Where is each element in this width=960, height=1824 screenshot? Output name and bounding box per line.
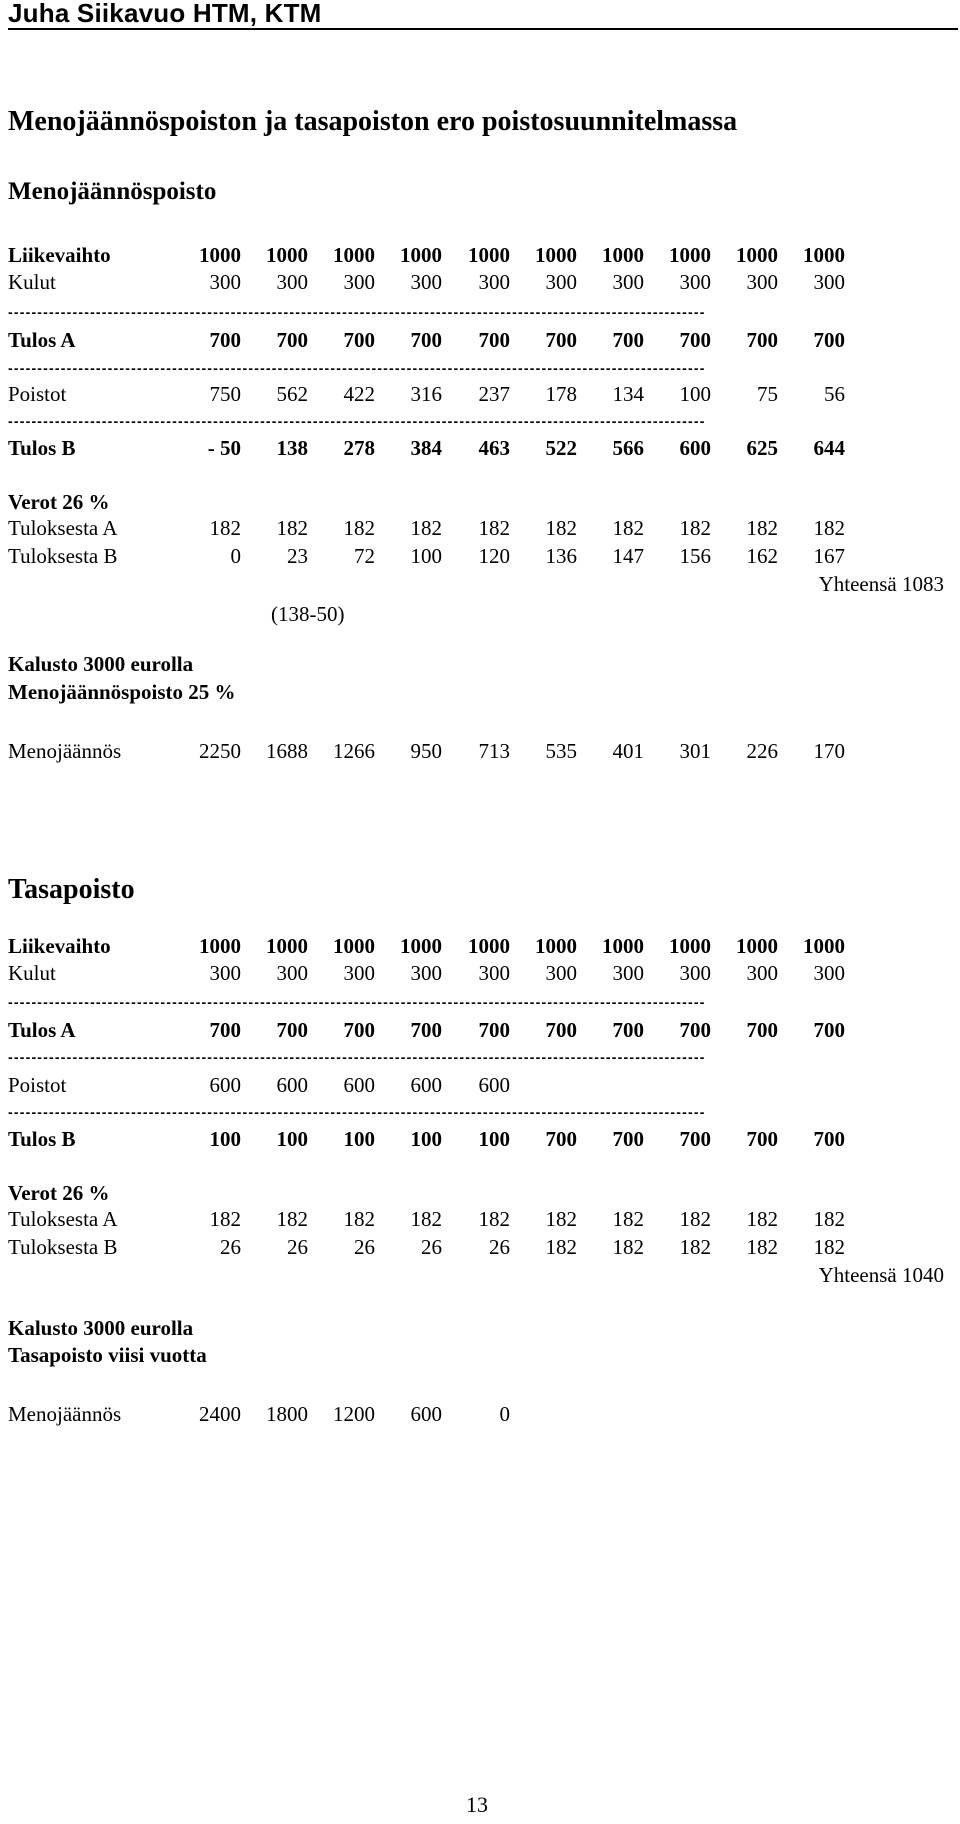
table-cell: 300 xyxy=(209,961,241,985)
table-cell: 26 xyxy=(489,1235,510,1259)
table-cell: 600 xyxy=(343,1073,375,1097)
table-cell: 1000 xyxy=(803,934,845,958)
table-cell: 0 xyxy=(499,1402,510,1426)
table-cell: 300 xyxy=(746,270,778,294)
table-row-tuloksesta-a xyxy=(8,1207,868,1233)
table-cell: 1000 xyxy=(468,243,510,267)
table-cell: 182 xyxy=(545,1207,577,1231)
dashed-divider: ----------------------------------------------------------------------------------------------------------------------- xyxy=(8,305,706,319)
table-cell: 100 xyxy=(209,1127,241,1151)
table-row-tulos-a xyxy=(8,1018,868,1044)
table-cell: 522 xyxy=(545,436,577,460)
table-cell: 713 xyxy=(478,739,510,763)
table-cell: 182 xyxy=(746,1207,778,1231)
row-label: Tuloksesta A xyxy=(8,516,118,540)
table-cell: 700 xyxy=(209,328,241,352)
table-cell: 300 xyxy=(478,270,510,294)
dashed-divider: ----------------------------------------------------------------------------------------------------------------------- xyxy=(8,1050,706,1064)
table-cell: 1000 xyxy=(266,934,308,958)
table-cell: 75 xyxy=(757,382,778,406)
row-label: Menojäännös xyxy=(8,739,122,763)
row-label: Tulos B xyxy=(8,1127,76,1151)
table-cell: 1000 xyxy=(468,934,510,958)
table-cell: 700 xyxy=(746,1127,778,1151)
verot-heading: Verot 26 % xyxy=(8,490,110,514)
table-cell: 535 xyxy=(545,739,577,763)
table-row-menojaannos xyxy=(8,739,868,765)
table-cell: 182 xyxy=(679,1235,711,1259)
table-cell: 23 xyxy=(287,544,308,568)
table-cell: 2400 xyxy=(199,1402,241,1426)
table-cell: 182 xyxy=(813,1235,845,1259)
table-cell: 100 xyxy=(410,1127,442,1151)
table-cell: 300 xyxy=(545,961,577,985)
table-cell: 700 xyxy=(478,1018,510,1042)
table-cell: 26 xyxy=(421,1235,442,1259)
table-row-menojaannos xyxy=(8,1402,868,1428)
row-label: Tulos A xyxy=(8,328,76,352)
table-cell: 100 xyxy=(343,1127,375,1151)
table-cell: 401 xyxy=(612,739,644,763)
table-cell: 182 xyxy=(612,1207,644,1231)
row-label: Poistot xyxy=(8,1073,67,1097)
table-cell: 167 xyxy=(813,544,845,568)
table-row-tuloksesta-b xyxy=(8,544,868,570)
total-taxes: Yhteensä 1083 xyxy=(818,572,944,596)
table-cell: 1000 xyxy=(199,934,241,958)
table-cell: 182 xyxy=(746,516,778,540)
table-cell: 700 xyxy=(545,1018,577,1042)
table-cell: 134 xyxy=(612,382,644,406)
table-cell: 182 xyxy=(612,516,644,540)
table-cell: 170 xyxy=(813,739,845,763)
table-cell: 2250 xyxy=(199,739,241,763)
table-cell: 300 xyxy=(746,961,778,985)
table-cell: 182 xyxy=(679,1207,711,1231)
table-cell: 700 xyxy=(410,1018,442,1042)
row-label: Tuloksesta B xyxy=(8,1235,118,1259)
table-cell: 138 xyxy=(276,436,308,460)
table-cell: 700 xyxy=(545,1127,577,1151)
table-cell: 182 xyxy=(276,1207,308,1231)
table-cell: 644 xyxy=(813,436,845,460)
table-cell: 178 xyxy=(545,382,577,406)
table-cell: 700 xyxy=(612,1018,644,1042)
dashed-divider: ----------------------------------------------------------------------------------------------------------------------- xyxy=(8,361,706,375)
row-label: Tulos A xyxy=(8,1018,76,1042)
table-cell: 1000 xyxy=(333,243,375,267)
row-label: Liikevaihto xyxy=(8,243,111,267)
table-cell: 700 xyxy=(679,328,711,352)
table-cell: 100 xyxy=(276,1127,308,1151)
table-cell: 182 xyxy=(545,1235,577,1259)
table-row-tuloksesta-b xyxy=(8,1235,868,1261)
table-cell: 300 xyxy=(679,270,711,294)
table-cell: 700 xyxy=(813,328,845,352)
table-cell: 182 xyxy=(410,516,442,540)
table-cell: 700 xyxy=(343,328,375,352)
row-label: Tuloksesta A xyxy=(8,1207,118,1231)
table-cell: 100 xyxy=(679,382,711,406)
table-cell: 700 xyxy=(746,1018,778,1042)
table-cell: 162 xyxy=(746,544,778,568)
table-cell: 1000 xyxy=(535,243,577,267)
table-cell: 26 xyxy=(220,1235,241,1259)
table-cell: 182 xyxy=(478,1207,510,1231)
total-taxes: Yhteensä 1040 xyxy=(818,1263,944,1287)
dashed-divider: ----------------------------------------------------------------------------------------------------------------------- xyxy=(8,414,706,428)
table-cell: 301 xyxy=(679,739,711,763)
table-cell: 1000 xyxy=(669,243,711,267)
table-cell: 700 xyxy=(746,328,778,352)
depreciation-method: Tasapoisto viisi vuotta xyxy=(8,1343,207,1367)
table-cell: 300 xyxy=(276,961,308,985)
table-cell: 1688 xyxy=(266,739,308,763)
table-cell: 300 xyxy=(813,961,845,985)
table-cell: 1000 xyxy=(602,934,644,958)
table-cell: 0 xyxy=(230,544,241,568)
table-cell: 600 xyxy=(410,1402,442,1426)
row-label: Kulut xyxy=(8,270,56,294)
table-cell: 147 xyxy=(612,544,644,568)
table-cell: 182 xyxy=(813,1207,845,1231)
table-row-tulos-b xyxy=(8,1127,868,1153)
table-cell: 700 xyxy=(813,1127,845,1151)
table-cell: 1266 xyxy=(333,739,375,763)
table-row-tulos-a xyxy=(8,328,868,354)
table-cell: 1000 xyxy=(199,243,241,267)
table-cell: 300 xyxy=(209,270,241,294)
table-cell: 26 xyxy=(354,1235,375,1259)
table-row-poistot xyxy=(8,1073,868,1099)
table-cell: 237 xyxy=(478,382,510,406)
table-cell: 1000 xyxy=(669,934,711,958)
table-cell: 300 xyxy=(343,961,375,985)
page-number: 13 xyxy=(466,1792,488,1817)
table-cell: 384 xyxy=(410,436,442,460)
table-cell: 422 xyxy=(343,382,375,406)
table-cell: 600 xyxy=(478,1073,510,1097)
table-cell: 700 xyxy=(612,328,644,352)
table-cell: 300 xyxy=(545,270,577,294)
table-cell: 136 xyxy=(545,544,577,568)
row-label: Liikevaihto xyxy=(8,934,111,958)
table-row-tuloksesta-a xyxy=(8,516,868,542)
table-cell: 750 xyxy=(209,382,241,406)
table-row-kulut xyxy=(8,270,868,296)
table-cell: 1000 xyxy=(266,243,308,267)
table-cell: 1000 xyxy=(602,243,644,267)
table-cell: 300 xyxy=(612,270,644,294)
table-cell: 1000 xyxy=(736,934,778,958)
table-cell: 182 xyxy=(209,516,241,540)
table-cell: 156 xyxy=(679,544,711,568)
table-cell: 300 xyxy=(276,270,308,294)
table-cell: 700 xyxy=(478,328,510,352)
table-cell: 278 xyxy=(343,436,375,460)
table-cell: 700 xyxy=(545,328,577,352)
section-title-tasapoisto: Tasapoisto xyxy=(8,874,135,905)
table-row-liikevaihto xyxy=(8,934,868,960)
table-cell: 600 xyxy=(410,1073,442,1097)
table-cell: 182 xyxy=(410,1207,442,1231)
table-cell: 1000 xyxy=(535,934,577,958)
table-cell: 316 xyxy=(410,382,442,406)
table-cell: 120 xyxy=(478,544,510,568)
table-cell: 72 xyxy=(354,544,375,568)
table-cell: 700 xyxy=(410,328,442,352)
header-rule xyxy=(8,28,958,30)
table-cell: 1000 xyxy=(803,243,845,267)
table-cell: 300 xyxy=(478,961,510,985)
table-cell: 700 xyxy=(612,1127,644,1151)
table-cell: 26 xyxy=(287,1235,308,1259)
table-cell: 100 xyxy=(478,1127,510,1151)
table-cell: 300 xyxy=(410,961,442,985)
kalusto-label: Kalusto 3000 eurolla xyxy=(8,1316,194,1340)
table-cell: 300 xyxy=(679,961,711,985)
kalusto-label: Kalusto 3000 eurolla xyxy=(8,652,194,676)
row-label: Menojäännös xyxy=(8,1402,122,1426)
dashed-divider: ----------------------------------------------------------------------------------------------------------------------- xyxy=(8,1105,706,1119)
table-cell: 1000 xyxy=(400,243,442,267)
table-cell: 56 xyxy=(824,382,845,406)
table-cell: 700 xyxy=(276,1018,308,1042)
verot-heading: Verot 26 % xyxy=(8,1181,110,1205)
table-cell: 566 xyxy=(612,436,644,460)
dashed-divider: ----------------------------------------------------------------------------------------------------------------------- xyxy=(8,995,706,1009)
table-cell: 182 xyxy=(813,516,845,540)
table-cell: 700 xyxy=(679,1018,711,1042)
table-cell: 226 xyxy=(746,739,778,763)
table-cell: 625 xyxy=(746,436,778,460)
table-cell: 700 xyxy=(276,328,308,352)
table-cell: 182 xyxy=(612,1235,644,1259)
table-cell: 562 xyxy=(276,382,308,406)
table-cell: 300 xyxy=(813,270,845,294)
table-cell: 100 xyxy=(410,544,442,568)
table-row-tulos-b xyxy=(8,436,868,462)
table-cell: 300 xyxy=(343,270,375,294)
table-cell: 182 xyxy=(545,516,577,540)
table-cell: 182 xyxy=(679,516,711,540)
row-label: Poistot xyxy=(8,382,67,406)
calculation-note: (138-50) xyxy=(271,602,345,626)
table-cell: 182 xyxy=(343,1207,375,1231)
table-cell: 182 xyxy=(746,1235,778,1259)
table-row-liikevaihto xyxy=(8,243,868,269)
depreciation-method: Menojäännöspoisto 25 % xyxy=(8,680,236,704)
table-cell: 300 xyxy=(612,961,644,985)
table-cell: 700 xyxy=(209,1018,241,1042)
row-label: Tuloksesta B xyxy=(8,544,118,568)
table-cell: 1000 xyxy=(736,243,778,267)
table-cell: 1000 xyxy=(400,934,442,958)
row-label: Kulut xyxy=(8,961,56,985)
table-cell: 1000 xyxy=(333,934,375,958)
table-row-kulut xyxy=(8,961,868,987)
table-row-poistot xyxy=(8,382,868,408)
table-cell: 463 xyxy=(478,436,510,460)
row-label: Tulos B xyxy=(8,436,76,460)
table-cell: 600 xyxy=(679,436,711,460)
table-cell: 700 xyxy=(343,1018,375,1042)
table-cell: 182 xyxy=(343,516,375,540)
table-cell: 182 xyxy=(276,516,308,540)
table-cell: 182 xyxy=(209,1207,241,1231)
table-cell: 182 xyxy=(478,516,510,540)
table-cell: 700 xyxy=(813,1018,845,1042)
table-cell: 950 xyxy=(410,739,442,763)
section-title-menojaannospoisto: Menojäännöspoisto xyxy=(8,178,217,205)
table-cell: 1200 xyxy=(333,1402,375,1426)
table-cell: 1800 xyxy=(266,1402,308,1426)
table-cell: 700 xyxy=(679,1127,711,1151)
document-title: Menojäännöspoiston ja tasapoiston ero poistosuunnitelmassa xyxy=(8,106,738,137)
table-cell: 600 xyxy=(209,1073,241,1097)
header-author: Juha Siikavuo HTM, KTM xyxy=(8,0,322,28)
table-cell: 300 xyxy=(410,270,442,294)
table-cell: 600 xyxy=(276,1073,308,1097)
table-cell: - 50 xyxy=(207,436,241,460)
